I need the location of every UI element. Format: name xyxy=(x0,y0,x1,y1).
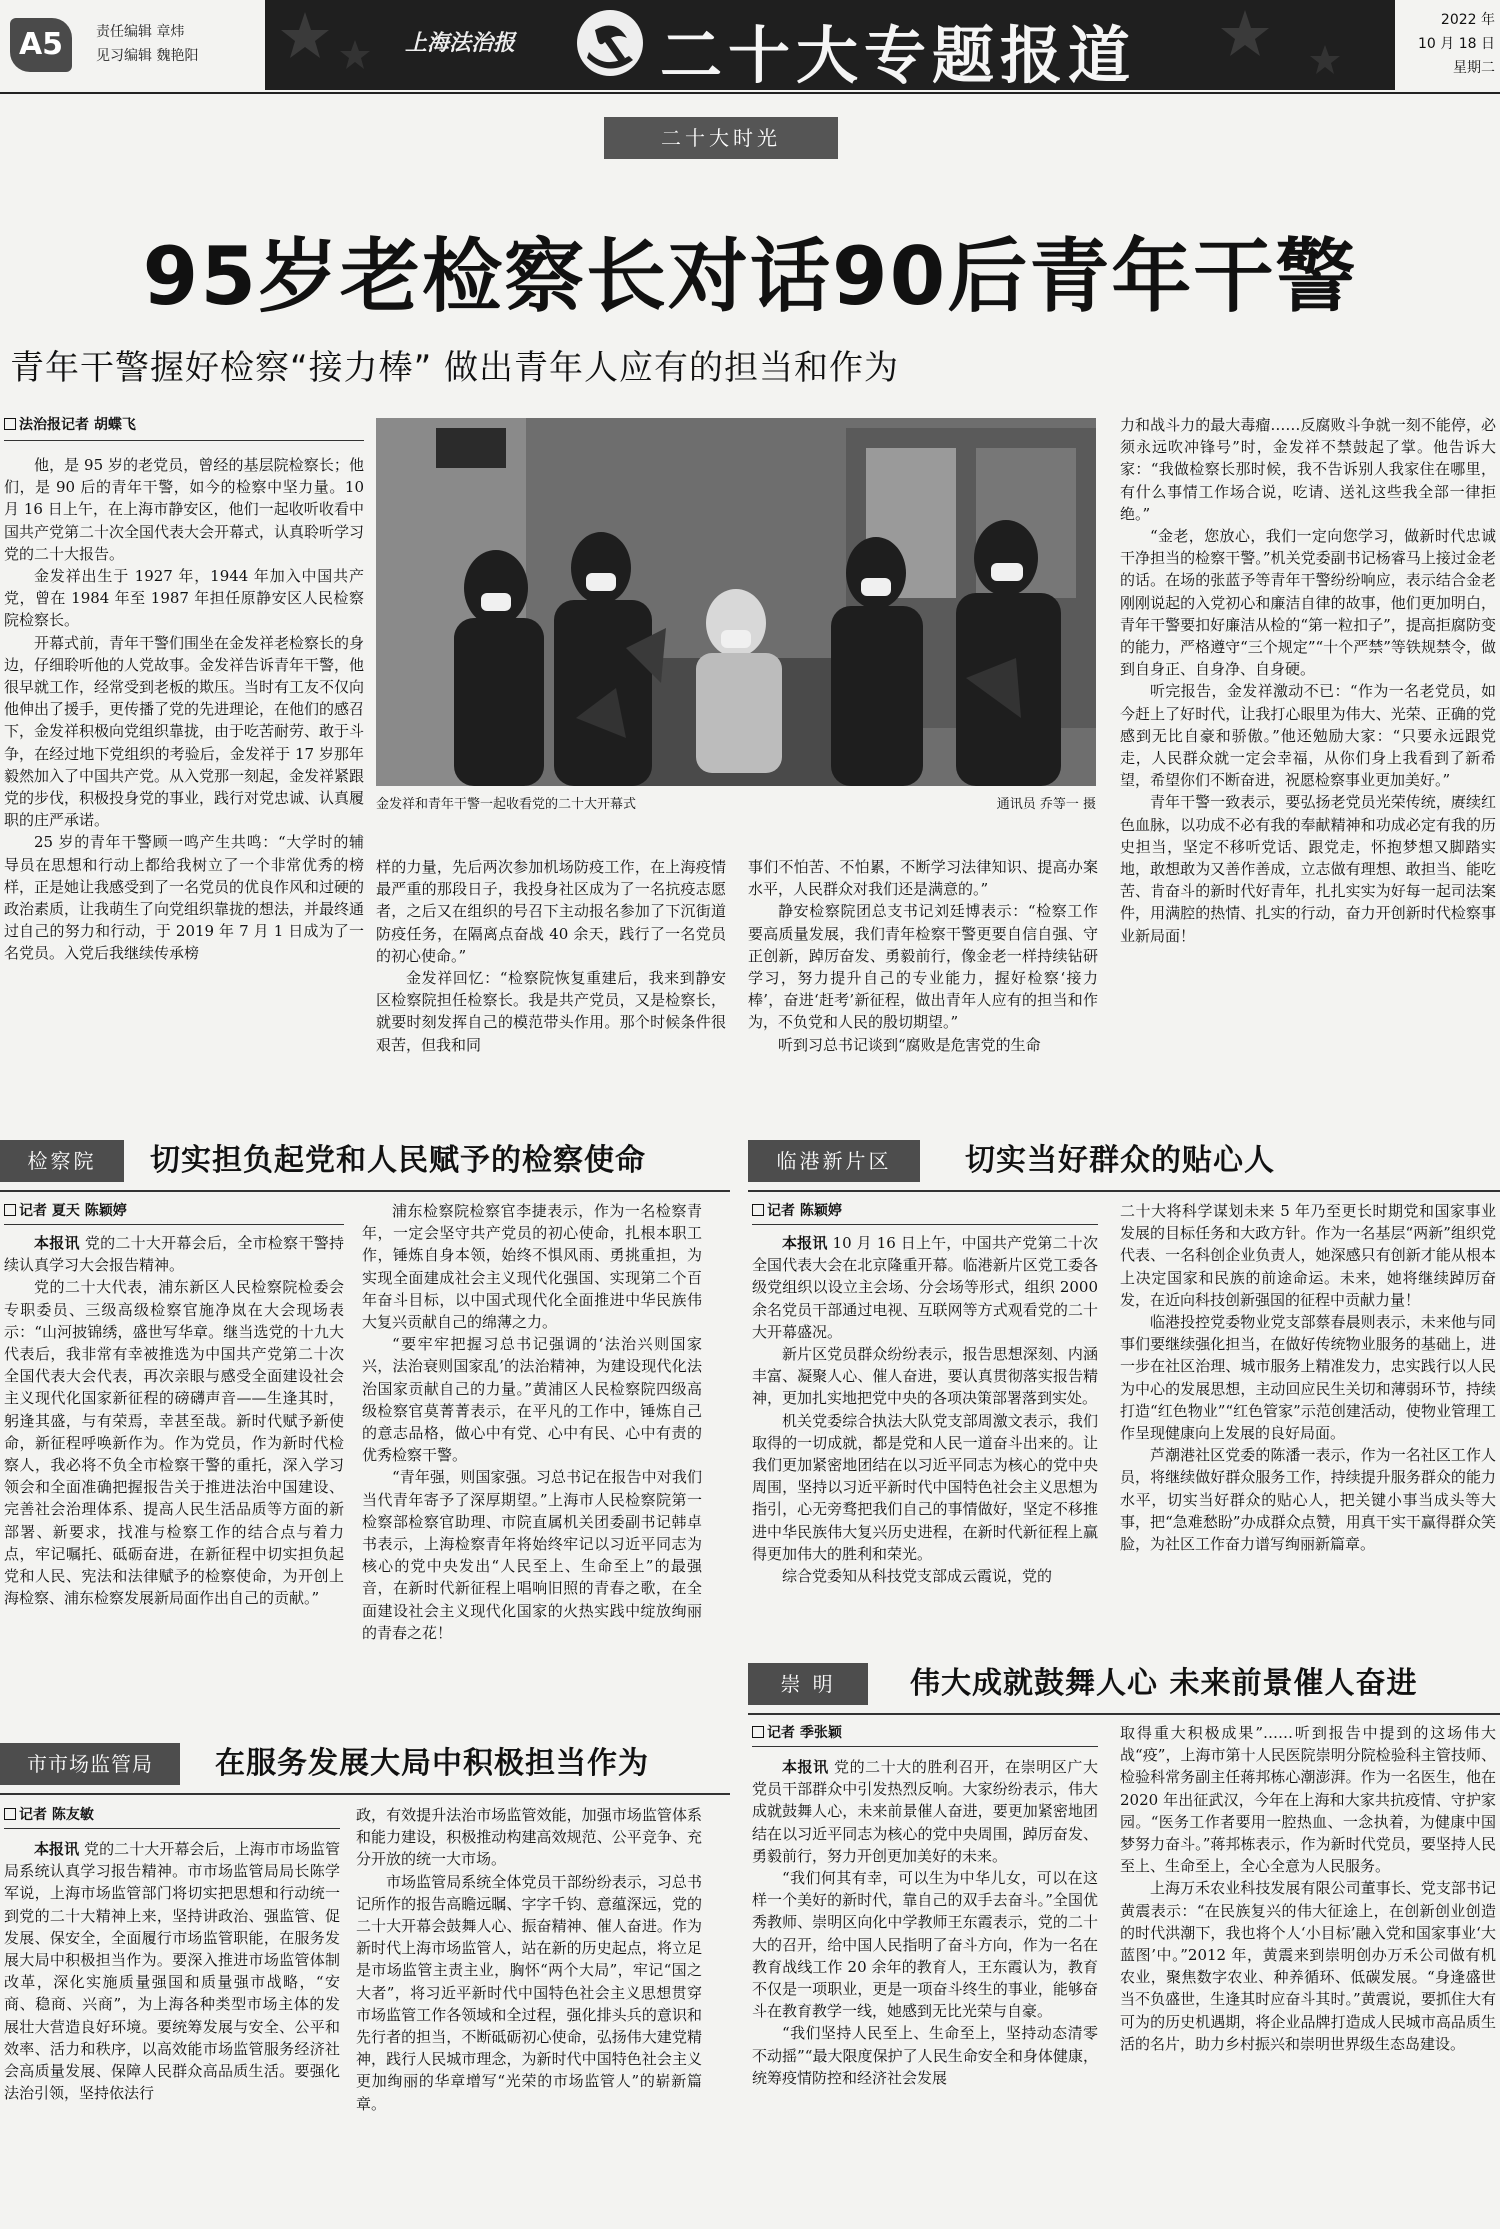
masthead xyxy=(0,0,1500,94)
lingang-column-1: 本报讯 10 月 16 日上午，中国共产党第二十次全国代表大会在北京隆重开幕。临港新片区党工委各级党组织以设立主会场、分会场等形式，组织 2000 余名党员干部通过电视、互联网等方式观看党的二十大开幕盛况。 新片区党员群众纷纷表示，报告思想深刻、内涵丰富、凝聚人心、催人奋进，要认真贯彻落实报告精神，更加扎实地把党中央的各项决策部署落到实处。 机关党委综合执法大队党支部周激文表示，我们取得的一切成就，都是党和人民一道奋斗出来的。让我们更加紧密地团结在以习近平同志为核心的党中央周围，坚持以习近平新时代中国特色社会主义思想为指引，心无旁骛把我们自己的事情做好，坚定不移推进中华民族伟大复兴历史进程，在新时代新征程上赢得更加伟大的胜利和荣光。 综合党委知从科技党支部成云霞说，党的 xyxy=(752,1234,1098,1586)
section-title-procuratorate: 切实担负起党和人民赋予的检察使命 xyxy=(150,1143,646,1178)
divider xyxy=(4,1828,340,1829)
date-day: 10 月 18 日 xyxy=(1418,36,1495,52)
procuratorate-column-1: 本报讯 党的二十大开幕会后，全市检察干警持续认真学习大会报告精神。 党的二十大代表，浦东新区人民检察院检委会专职委员、三级高级检察官施净岚在大会现场表示：“山河披锦绣，盛世写华章。继当选党的十九大代表后，我非常有幸被推选为中国共产党第二十次全国代表大会代表，再次亲眼与感受全面建设社会主义现代化国家新征程的磅礴声音——生逢其时，躬逢其盛，与有荣焉，幸甚至哉。新时代赋予新使命，新征程呼唤新作为。作为党员，作为新时代检察人，我必将不负全市检察干警的重托，深入学习领会和全面准确把握报告关于推进法治中国建设、完善社会治理体系、提高人民生活品质等方面的新部署、新要求，找准与检察工作的结合点与着力点，牢记嘱托、砥砺奋进，在新征程中切实担负起党和人民、宪法和法律赋予的检察使命，为开创上海检察、浦东检察发展新局面作出自己的贡献。” xyxy=(4,1234,344,1608)
procuratorate-column-2: 浦东检察院检察官李捷表示，作为一名检察青年，一定会坚守共产党员的初心使命，扎根本职工作，锤炼自身本领，始终不惧风雨、勇挑重担，为实现全面建成社会主义现代化强国、实现第二个百年奋斗目标，以中国式现代化全面推进中华民族伟大复兴贡献自己的绵薄之力。 “要牢牢把握习总书记强调的‘法治兴则国家兴，法治衰则国家乱’的法治精神，为建设现代化法治国家贡献自己的力量。”黄浦区人民检察院四级高级检察官莫菁菁表示，在平凡的工作中，锤炼自己的意志品格，做心中有党、心中有民、心中有责的优秀检察干警。 “青年强，则国家强。习总书记在报告中对我们当代青年寄予了深厚期望。”上海市人民检察院第一检察部检察官助理、市院直属机关团委副书记韩卓书表示，上海检察青年将始终牢记以习近平同志为核心的党中央发出“人民至上、生命至上”的最强音，在新时代新征程上唱响旧照的青春之歌，在全面建设社会主义现代化国家的火热实践中绽放绚丽的青春之花！ xyxy=(362,1202,702,1642)
main-byline: 法治报记者 胡蝶飞 xyxy=(4,414,136,434)
main-column-4: 力和战斗力的最大毒瘤……反腐败斗争就一刻不能停，必须永远吹冲锋号”时，金发祥不禁鼓起了掌。他告诉大家：“我做检察长那时候，我不告诉别人我家住在哪里，有什么事情工作场合说，吃请、送礼这些我全部一律拒绝。” “金老，您放心，我们一定向您学习，做新时代忠诚干净担当的检察干警。”机关党委副书记杨睿马上接过金老的话。在场的张蓝予等青年干警纷纷响应，表示结合金老刚刚说起的入党初心和廉洁自律的故事，他们更加明白，青年干警要扣好廉洁从检的“第一粒扣子”，提高拒腐防变的能力，严格遵守“三个规定”“十个严禁”等铁规禁令，做到自身正、自身净、自身硬。 听完报告，金发祥激动不已：“作为一名老党员，如今赶上了好时代，让我打心眼里为伟大、光荣、正确的党感到无比自豪和骄傲。”他还勉励大家：“只要永远跟党走，人民群众就一定会幸福，从你们身上我看到了新希望，希望你们不断奋进，祝愿检察事业更加美好。” 青年干警一致表示，要弘扬老党员光荣传统，赓续红色血脉，以功成不必有我的奉献精神和功成必定有我的历史担当，坚定不移听党话、跟党走，怀抱梦想又脚踏实地，敢想敢为又善作善成，立志做有理想、敢担当、能吃苦、肯奋斗的新时代好青年，扎扎实实为好每一起司法案件，用满腔的热情、扎实的行动，奋力开创新时代检察事业新局面！ xyxy=(1120,416,1496,945)
section-title-lingang: 切实当好群众的贴心人 xyxy=(965,1143,1275,1178)
sub-headline: 青年干警握好检察“接力棒” 做出青年人应有的担当和作为 xyxy=(10,348,900,388)
caption-text: 金发祥和青年干警一起收看党的二十大开幕式 xyxy=(376,797,637,812)
photo-credit: 通讯员 乔等一 摄 xyxy=(996,797,1096,812)
editors-credit xyxy=(96,20,198,68)
main-column-1: 他，是 95 岁的老党员，曾经的基层院检察长；他们，是 90 后的青年干警，如今的检察中坚力量。10 月 16 日上午，在上海市静安区，他们一起收听收看中国共产党第二十次全国代表大会开幕式，认真聆听学习党的二十大报告。 金发祥出生于 1927 年，1944 年加入中国共产党，曾在 1984 年至 1987 年担任原静安区人民检察院检察长。 开幕式前，青年干警们围坐在金发祥老检察长的身边，仔细聆听他的人党故事。金发祥告诉青年干警，他很早就工作，经常受到老板的欺压。当时有工友不仅向他伸出了援手，更传播了党的先进理论，在他们的感召下，金发祥积极向党组织靠拢，由于吃苦耐劳、敢于斗争，在经过地下党组织的考验后，金发祥于 17 岁那年毅然加入了中国共产党。从入党那一刻起，金发祥紧跟党的步伐，积极投身党的事业，践行对党忠诚、认真履职的庄严承诺。 25 岁的青年干警顾一鸣产生共鸣：“大学时的辅导员在思想和行动上都给我树立了一个非常优秀的榜样，正是她让我感受到了一名党员的优良作风和过硬的政治素质，让我萌生了向党组织靠拢的想法，并最终通过自己的努力和行动，于 2019 年 7 月 1 日成为了一名党员。入党后我继续传承榜 xyxy=(4,456,364,963)
main-photo xyxy=(376,418,1096,786)
main-column-3: 事们不怕苦、不怕累，不断学习法律知识、提高办案水平，人民群众对我们还是满意的。” 静安检察院团总支书记刘廷博表示：“检察工作要高质量发展，我们青年检察干警更要自信自强、守正创新，踔厉奋发、勇毅前行，像金老一样持续钻研学习，努力提升自己的专业能力，握好检察‘接力棒’，奋进‘赶考’新征程，做出青年人应有的担当和作为，不负党和人民的殷切期望。” 听到习总书记谈到“腐败是危害党的生命 xyxy=(748,858,1098,1054)
market-column-1: 本报讯 党的二十大开幕会后，上海市市场监管局系统认真学习报告精神。市市场监管局局长陈学军说，上海市场监管部门将切实把思想和行动统一到党的二十大精神上来，坚持讲政治、强监管、促发展、保安全，全面履行市场监管职能，在服务发展大局中积极担当作为。要深入推进市场监管体制改革，深化实施质量强国和质量强市战略，“安商、稳商、兴商”，为上海各种类型市场主体的发展壮大营造良好环境。要统筹发展与安全、公平和效率、活力和秩序，以高效能市场监管服务经济社会高质量发展、保障人民群众高品质生活。要强化法治引领，坚持依法行 xyxy=(4,1840,340,2103)
divider xyxy=(0,1793,730,1795)
special-report-title: 二十大专题报道 xyxy=(660,19,1137,90)
date-weekday: 星期二 xyxy=(1453,60,1495,76)
section-tag-chongming: 崇 明 xyxy=(748,1663,868,1705)
column-tag: 二十大时光 xyxy=(604,117,838,159)
chongming-column-1: 本报讯 党的二十大的胜利召开，在崇明区广大党员干部群众中引发热烈反响。大家纷纷表示，伟大成就鼓舞人心，未来前景催人奋进，要更加紧密地团结在以习近平同志为核心的党中央周围，踔厉奋发、勇毅前行，努力开创更加美好的未来。 “我们何其有幸，可以生为中华儿女，可以在这样一个美好的新时代，靠自己的双手去奋斗。”全国优秀教师、崇明区向化中学教师王东霞表示，党的二十大的召开，给中国人民指明了奋斗方向，作为一名在教育战线工作 20 余年的教育人，王东霞认为，教育不仅是一项职业，更是一项奋斗终生的事业，能够奋斗在教育教学一线，她感到无比光荣与自豪。 “我们坚持人民至上、生命至上，坚持动态清零不动摇”“最大限度保护了人民生命安全和身体健康，统筹疫情防控和经济社会发展 xyxy=(752,1758,1098,2087)
divider xyxy=(4,1224,344,1225)
section-title-chongming: 伟大成就鼓舞人心 未来前景催人奋进 xyxy=(910,1666,1418,1701)
chongming-column-2: 取得重大积极成果”……听到报告中提到的这场伟大战“疫”，上海市第十人民医院崇明分院检验科主管技师、检验科常务副主任蒋邦栋心潮澎湃。作为一名医生，他在 2020 年出征武汉，今年在上海和大家共抗疫情、守护家园。“医务工作者要用一腔热血、一念执着，为健康中国梦努力奋斗。”蒋邦栋表示，作为新时代党员，要坚持人民至上、生命至上，全心全意为人民服务。 上海万禾农业科技发展有限公司董事长、党支部书记黄震表示：“在民族复兴的伟大征途上，在创新创业创造的时代洪潮下，我也将个人‘小目标’融入党和国家事业‘大蓝图’中。”2012 年，黄震来到崇明创办万禾公司做有机农业，聚焦数字农业、种养循环、低碳发展。“身逢盛世当不负盛世，生逢其时应奋斗其时。”黄震说，要抓住大有可为的历史机遇期，将企业品牌打造成人民城市高品质生活的名片，助力乡村振兴和崇明世界级生态岛建设。 xyxy=(1120,1724,1496,2053)
section-tag-procuratorate: 检察院 xyxy=(0,1140,124,1182)
lingang-byline: 记者 陈颖婷 xyxy=(752,1200,842,1220)
section-tag-lingang: 临港新片区 xyxy=(748,1140,920,1182)
editor-line: 责任编辑 章炜 xyxy=(96,24,185,40)
market-column-2: 政，有效提升法治市场监管效能，加强市场监管体系和能力建设，积极推动构建高效规范、公平竞争、充分开放的统一大市场。 市场监管局系统全体党员干部纷纷表示，习总书记所作的报告高瞻远瞩、字字千钧、意蕴深远，党的二十大开幕会鼓舞人心、振奋精神、催人奋进。作为新时代上海市场监管人，站在新的历史起点，将立足是市场监管主责主业，胸怀“两个大局”，牢记“国之大者”，将习近平新时代中国特色社会主义思想贯穿市场监管工作各领域和全过程，强化排头兵的意识和先行者的担当，不断砥砺初心使命，弘扬伟大建党精神，践行人民城市理念，为新时代中国特色社会主义更加绚丽的华章增写“光荣的市场监管人”的崭新篇章。 xyxy=(356,1806,702,2113)
date-year: 2022 年 xyxy=(1440,12,1495,28)
section-tag-market: 市市场监管局 xyxy=(0,1743,180,1785)
divider xyxy=(0,1190,730,1192)
main-column-2: 样的力量，先后两次参加机场防疫工作，在上海疫情最严重的那段日子，我投身社区成为了一名抗疫志愿者，之后又在组织的号召下主动报名参加了下沉街道防疫任务，在隔离点奋战 40 余天，践行了一名党员的初心使命。” 金发祥回忆：“检察院恢复重建后，我来到静安区检察院担任检察长。我是共产党员，又是检察长，就要时刻发挥自己的模范带头作用。那个时候条件很艰苦，但我和同 xyxy=(376,858,726,1054)
party-emblem-icon xyxy=(575,8,645,78)
photo-caption xyxy=(376,793,1096,812)
editor-line: 见习编辑 魏艳阳 xyxy=(96,48,199,64)
divider xyxy=(752,1224,1098,1225)
special-report-banner xyxy=(265,0,1395,90)
issue-date xyxy=(1400,8,1495,80)
page-number-badge: A5 xyxy=(10,18,72,72)
divider xyxy=(748,1713,1500,1715)
procuratorate-byline: 记者 夏天 陈颖婷 xyxy=(4,1200,127,1220)
divider xyxy=(4,440,364,441)
newspaper-logo: 上海法治报 xyxy=(405,30,516,56)
chongming-byline: 记者 季张颖 xyxy=(752,1722,842,1742)
market-byline: 记者 陈友敏 xyxy=(4,1804,94,1824)
lingang-column-2: 二十大将科学谋划未来 5 年乃至更长时期党和国家事业发展的目标任务和大政方针。作为一名基层“两新”组织党代表、一名科创企业负责人，她深感只有创新才能从根本上决定国家和民族的前途命运。未来，她将继续踔厉奋发，在近向科技创新强国的征程中贡献力量！ 临港投控党委物业党支部蔡春晨则表示，未来他与同事们要继续强化担当，在做好传统物业服务的基础上，进一步在社区治理、城市服务上精准发力，忠实践行以人民为中心的发展思想，主动回应民生关切和薄弱环节，持续打造“红色物业”“红色管家”示范创建活动，使物业管理工作呈现健康向上发展的良好局面。 芦潮港社区党委的陈潘一表示，作为一名社区工作人员，将继续做好群众服务工作，持续提升服务群众的能力水平，切实当好群众的贴心人，把关键小事当成头等大事，把“急难愁盼”办成群众点赞，用真干实干赢得群众笑脸，为社区工作奋力谱写绚丽新篇章。 xyxy=(1120,1202,1496,1554)
main-headline: 95岁老检察长对话90后青年干警 xyxy=(142,230,1358,323)
divider xyxy=(752,1746,1098,1747)
section-title-market: 在服务发展大局中积极担当作为 xyxy=(215,1746,649,1781)
divider xyxy=(748,1190,1500,1192)
